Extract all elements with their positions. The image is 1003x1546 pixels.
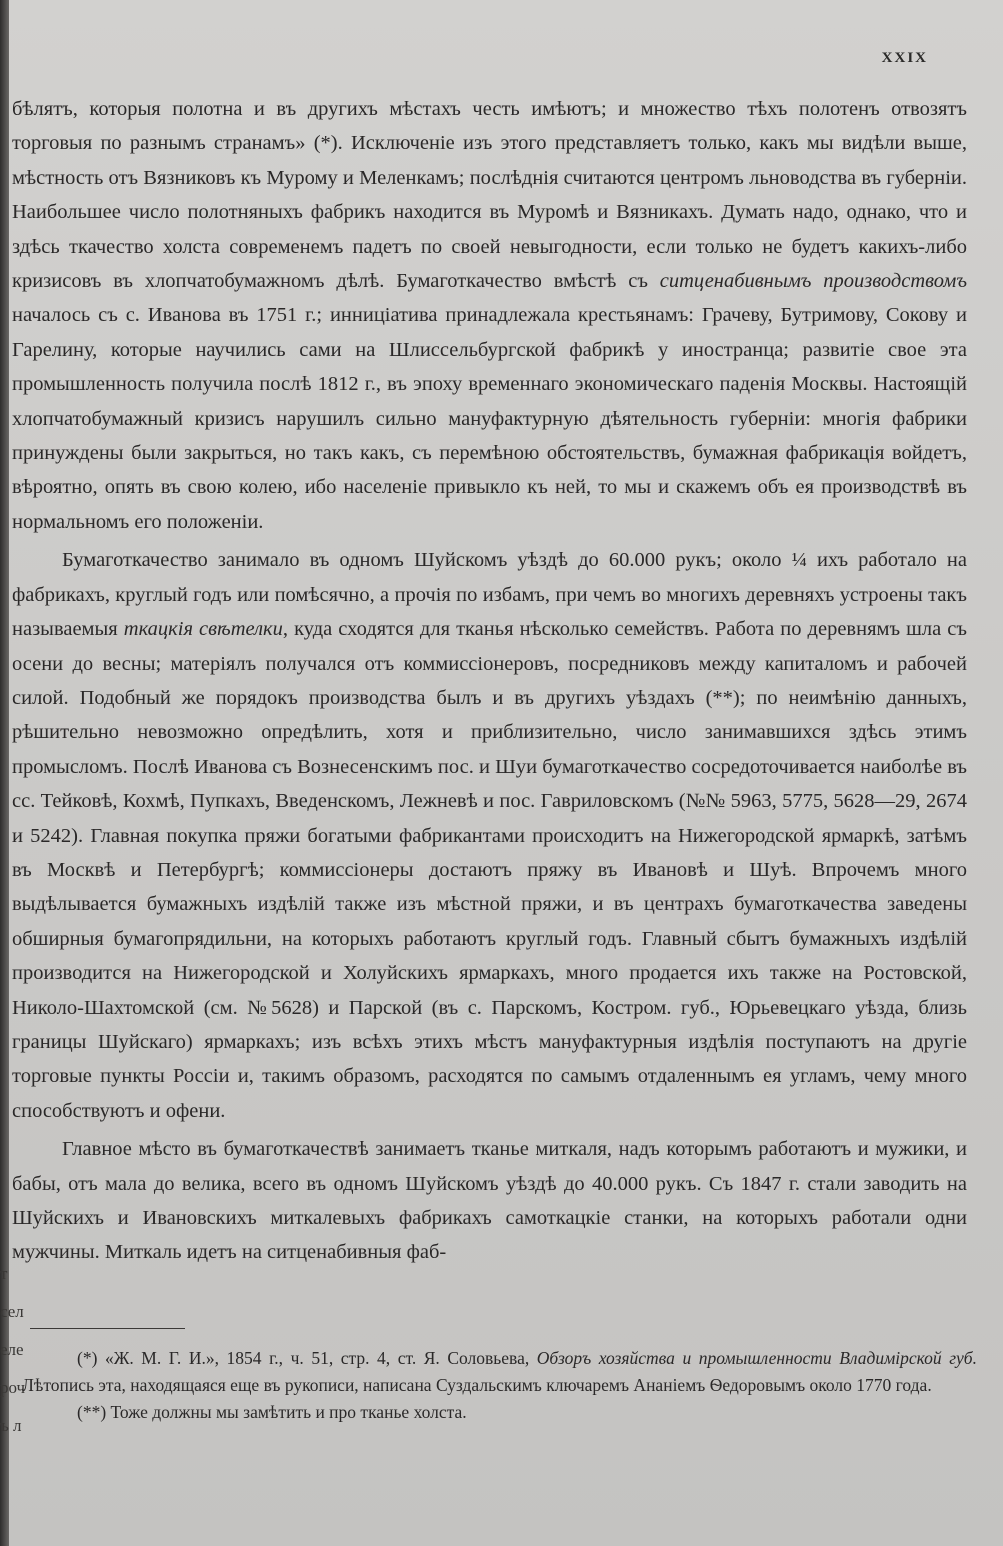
main-text (12, 92, 967, 1270)
text-run: Бумаготкачество занимало въ одномъ Шуйскомъ уѣздѣ до 60.000 рукъ; около ¼ ихъ работало на фабрикахъ, круглый годъ или помѣсячно, а прочія по избамъ, при чемъ во многихъ деревняхъ устроены такъ называемыя (12, 549, 967, 641)
italic-text: ткацкія свѣтелки (123, 618, 283, 641)
paragraph-p3 (12, 1132, 967, 1270)
paragraph-p2 (12, 543, 967, 1128)
footnotes (22, 1345, 977, 1426)
italic-text: Обзоръ хозяйства и промышленности Владимірской губ. (536, 1348, 977, 1368)
text-run: , куда сходятся для тканья нѣсколько семействъ. Работа по деревнямъ шла съ осени до весны; матеріялъ получался отъ коммиссіонеровъ, посредниковъ между капиталомъ и рабочей силой. Подобный же порядокъ производства былъ и въ другихъ уѣздахъ (**); по неимѣнію данныхъ, рѣшительно невозможно опредѣлить, хотя и приблизительно, число занимавшихся здѣсь этимъ промысломъ. Послѣ Иванова съ Вознесенскимъ пос. и Шуи бумаготкачество сосредоточивается наиболѣе въ сс. Тейковѣ, Кохмѣ, Пупкахъ, Введенскомъ, Лежневѣ и пос. Гавриловскомъ (№№ 5963, 5775, 5628—29, 2674 и 5242). Главная покупка пряжи богатыми фабрикантами происходитъ на Нижегородской ярмаркѣ, затѣмъ въ Москвѣ и Петербургѣ; коммиссіонеры достаютъ пряжу въ Ивановѣ и Шуѣ. Впрочемъ много выдѣлывается бумажныхъ издѣлій также изъ мѣстной пряжи, и въ центрахъ бумаготкачества заведены обширныя бумагопрядильни, на которыхъ работаютъ круглый годъ. Главный сбытъ бумажныхъ издѣлій производится на Нижегородской и Холуйскихъ ярмаркахъ, много продается ихъ также на Ростовской, Николо-Шахтомской (см. №5628) и Парской (въ с. Парскомъ, Костром. губ., Юрьевецкаго уѣзда, близь границы Шуйскаго) ярмаркахъ; изъ всѣхъ этихъ мѣстъ мануфактурныя издѣлія поступаютъ на другіе торговые пункты Россіи и, такимъ образомъ, расходятся по самымъ отдаленнымъ ея угламъ, чему много способствуютъ и офени. (12, 618, 968, 1122)
margin-fragment: роч (0, 1378, 26, 1397)
text-run: (*) «Ж. М. Г. И.», 1854 г., ч. 51, стр. 4, ст. Я. Соловьева, (77, 1348, 537, 1368)
text-run: бѣлятъ, которыя полотна и въ другихъ мѣстахъ честь имѣютъ; и множество тѣхъ полотенъ отвозятъ торговыя по разнымъ странамъ» (*). Исключеніе изъ этого представляетъ только, какъ мы видѣли выше, мѣстность отъ Вязниковъ къ Мурому и Меленкамъ; послѣднія считаются центромъ льноводства въ губерніи. Наибольшее число полотняныхъ фабрикъ находится въ Муромѣ и Вязникахъ. Думать надо, однако, что и здѣсь ткачество холста современемъ падетъ по своей невыгодности, если только не будетъ какихъ-либо кризисовъ въ хлопчатобумажномъ дѣлѣ. Бумаготкачество вмѣстѣ съ (12, 98, 967, 293)
italic-text: ситценабивнымъ производствомъ (659, 270, 967, 293)
page-number: XXIX (881, 50, 928, 66)
margin-fragment: ъ л (0, 1416, 22, 1435)
footnote-rule (30, 1328, 185, 1329)
margin-fragment: сел (0, 1302, 24, 1321)
footnote-fn1 (22, 1345, 977, 1399)
paragraph-p1 (12, 92, 967, 539)
text-run: Главное мѣсто въ бумаготкачествѣ занимаетъ тканье миткаля, надъ которымъ работаютъ и мужики, и бабы, отъ мала до велика, всего въ одномъ Шуйскомъ уѣздѣ до 40.000 рукъ. Съ 1847 г. стали заводить на Шуйскихъ и Ивановскихъ миткалевыхъ фабрикахъ самоткацкіе станки, на которыхъ работали одни мужчины. Миткаль идетъ на ситценабивныя фаб- (12, 1138, 967, 1264)
margin-fragment: еле (0, 1340, 24, 1359)
footnote-fn2 (22, 1399, 977, 1426)
margin-fragment: т (0, 1264, 8, 1283)
text-run: Лѣтопись эта, находящаяся еще въ рукописи, написана Суздальскимъ ключаремъ Ананіемъ Ѳедоровымъ около 1770 года. (22, 1375, 932, 1395)
text-run: началось съ с. Иванова въ 1751 г.; инниціатива принадлежала крестьянамъ: Грачеву, Бутримову, Сокову и Гарелину, которые научились сами на Шлиссельбургской фабрикѣ у иностранца; развитіе свое эта промышленность получила послѣ 1812 г., въ эпоху временнаго экономическаго паденія Москвы. Настоящій хлопчатобумажный кризисъ нарушилъ сильно мануфактурную дѣятельность губерніи: многія фабрики принуждены были закрыться, но такъ какъ, съ перемѣною обстоятельствъ, бумажная фабрикація войдетъ, вѣроятно, опять въ свою колею, ибо населеніе привыкло къ ней, то мы и скажемъ объ ея производствѣ въ нормальномъ его положеніи. (12, 304, 967, 533)
text-run: (**) Тоже должны мы замѣтить и про тканье холста. (77, 1402, 467, 1422)
